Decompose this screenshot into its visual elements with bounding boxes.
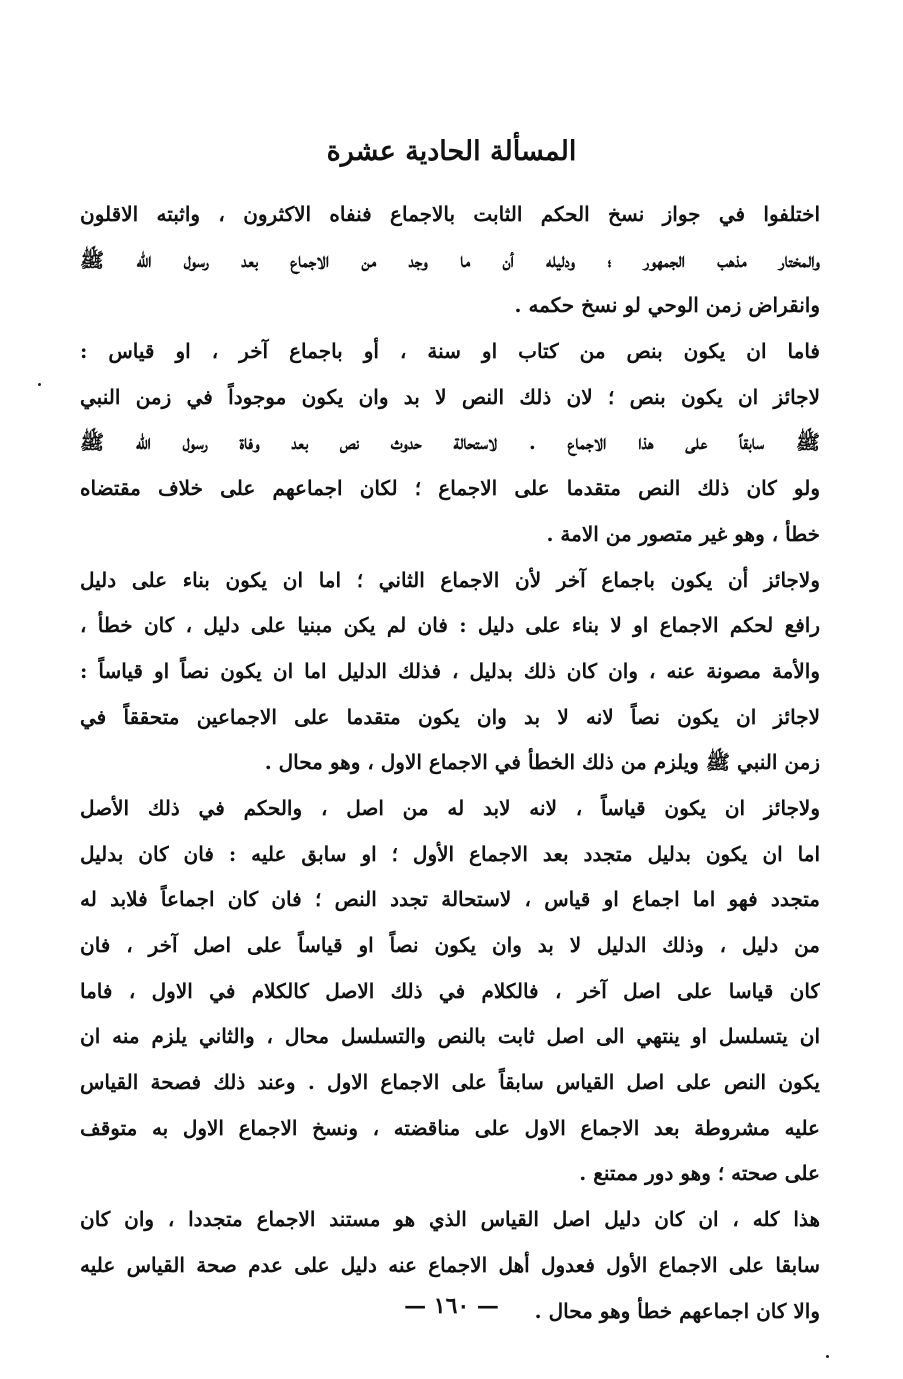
text-line: متجدد فهو اما اجماع او قياس ، لاستحالة تجدد النص ؛ فان كان اجماعاً فلابد له xyxy=(80,887,820,912)
page-number: — ١٦٠ — xyxy=(404,1293,499,1319)
body-text xyxy=(80,192,820,1334)
print-speck xyxy=(38,383,41,386)
text-line: زمن النبي ﷺ ويلزم من ذلك الخطأ في الاجماع الاول ، وهو محال . xyxy=(264,750,820,775)
text-line: ولو كان ذلك النص متقدما على الاجماع ؛ لكان اجماعهم على خلاف مقتضاه xyxy=(80,476,820,501)
text-line: اما ان يكون بدليل متجدد بعد الاجماع الأول ؛ او سابق عليه : فان كان بدليل xyxy=(80,841,820,866)
text-line: على صحته ؛ وهو دور ممتنع . xyxy=(579,1161,820,1186)
text-line: ولاجائز أن يكون باجماع آخر لأن الاجماع الثاني ؛ اما ان يكون بناء على دليل xyxy=(80,567,820,592)
text-line: والمختار مذهب الجمهور ؛ ودليله أن ما وجد من الاجماع بعد رسول الله ﷺ xyxy=(80,247,820,272)
text-line: كان قياسا على اصل آخر ، فالكلام في ذلك الاصل كالكلام في الاول ، فاما xyxy=(80,978,820,1003)
text-line: من دليل ، وذلك الدليل لا بد وان يكون نصاً او قياساً على اصل آخر ، فان xyxy=(80,933,820,957)
text-line: اختلفوا في جواز نسخ الحكم الثابت بالاجماع فنفاه الاكثرون ، واثبته الاقلون xyxy=(80,202,820,226)
text-line: عليه مشروطة بعد الاجماع الاول على مناقضته ، ونسخ الاجماع الاول به متوقف xyxy=(80,1115,820,1140)
text-line: ولاجائز ان يكون قياساً ، لانه لابد له من اصل ، والحكم في ذلك الأصل xyxy=(80,795,820,820)
section-heading: المسألة الحادية عشرة xyxy=(326,136,577,167)
text-line: يكون النص على اصل القياس سابقاً على الاجماع الاول . وعند ذلك فصحة القياس xyxy=(80,1070,820,1095)
text-line: لاجائز ان يكون نصاً لانه لا بد وان يكون متقدما على الاجماعين متحققاً في xyxy=(80,704,820,729)
text-line: والا كان اجماعهم خطأ وهو محال . xyxy=(534,1298,820,1323)
text-line: هذا كله ، ان كان دليل اصل القياس الذي هو مستند الاجماع متجددا ، وان كان xyxy=(80,1207,820,1232)
text-line: والأمة مصونة عنه ، وان كان ذلك بدليل ، فذلك الدليل اما ان يكون نصاً او قياساً : xyxy=(80,658,820,683)
text-line: رافع لحكم الاجماع او لا بناء على دليل : فان لم يكن مبنيا على دليل ، كان خطأ ، xyxy=(80,613,820,638)
text-line: خطأ ، وهو غير متصور من الامة . xyxy=(546,521,820,546)
text-line: فاما ان يكون بنص من كتاب او سنة ، أو باجماع آخر ، او قياس : xyxy=(80,339,820,364)
text-line: لاجائز ان يكون بنص ؛ لان ذلك النص لا بد وان يكون موجوداً في زمن النبي xyxy=(80,384,820,409)
text-line: ان يتسلسل او ينتهي الى اصل ثابت بالنص والتسلسل محال ، والثاني يلزم منه ان xyxy=(80,1024,820,1049)
text-line: سابقا على الاجماع الأول فعدول أهل الاجماع عنه دليل على عدم صحة القياس عليه xyxy=(80,1252,820,1277)
text-line: ﷺ سابقاً على هذا الاجماع . لاستحالة حدوث نص بعد وفاة رسول الله ﷺ xyxy=(80,430,820,455)
print-speck xyxy=(826,1355,829,1358)
text-line: وانقراض زمن الوحي لو نسخ حكمه . xyxy=(514,293,820,318)
